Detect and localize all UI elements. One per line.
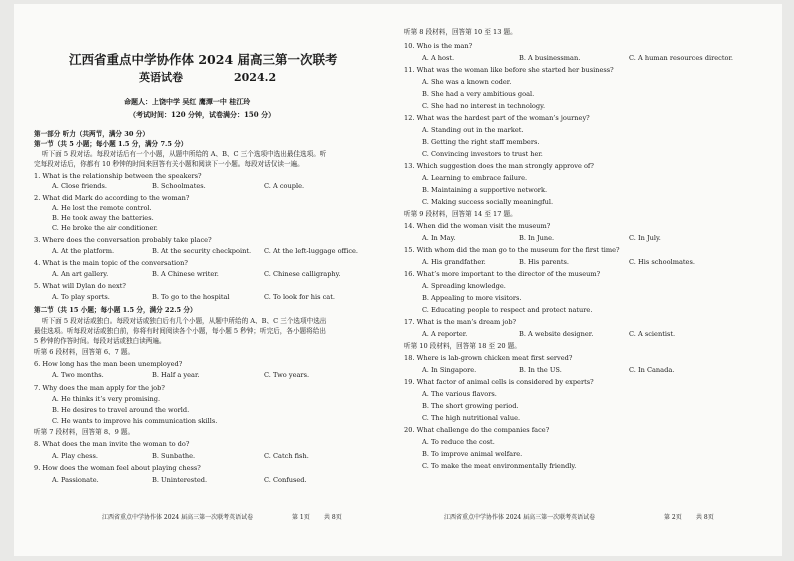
option-a[interactable]: A. Passionate. [52, 476, 99, 484]
option-a[interactable]: A. In May. [422, 234, 456, 242]
option-c[interactable]: C. In Canada. [629, 366, 675, 374]
option-c[interactable]: C. To look for his cat. [264, 293, 335, 301]
option-a[interactable]: A. Standing out in the market. [422, 126, 524, 134]
exam-date: 2024.2 [234, 71, 277, 84]
question-14: 14. When did the woman visit the museum? [404, 222, 551, 230]
exam-title: 江西省重点中学协作体 2024 届高三第一次联考 [69, 52, 338, 67]
option-c[interactable]: C. She had no interest in technology. [422, 102, 546, 110]
option-b[interactable]: B. A Chinese writer. [152, 270, 219, 278]
option-a[interactable]: A. She was a known coder. [422, 78, 512, 86]
passage-lead-9: 听第 9 段材料，回答第 14 至 17 题。 [404, 210, 517, 218]
question-7: 7. Why does the man apply for the job? [34, 384, 165, 392]
option-a[interactable]: A. He lost the remote control. [52, 204, 152, 212]
option-b[interactable]: B. He desires to travel around the world. [52, 406, 190, 414]
option-a[interactable]: A. To play sports. [52, 293, 110, 301]
option-a[interactable]: A. In Singapore. [422, 366, 477, 374]
question-8: 8. What does the man invite the woman to do? [34, 440, 190, 448]
question-13: 13. Which suggestion does the man strongly approve of? [404, 162, 594, 170]
section2-directions: 最佳选项。听每段对话或独白前，你将有时间阅读各个小题，每小题 5 秒钟；听完后，各小题将给出 [34, 327, 326, 335]
question-6: 6. How long has the man been unemployed? [34, 360, 183, 368]
question-18: 18. Where is lab-grown chicken meat first served? [404, 354, 573, 362]
option-b[interactable]: B. In the US. [519, 366, 562, 374]
option-a[interactable]: A. A reporter. [422, 330, 468, 338]
option-c[interactable]: C. Educating people to respect and protect nature. [422, 306, 593, 314]
option-c[interactable]: C. He broke the air conditioner. [52, 224, 158, 232]
question-12: 12. What was the hardest part of the woman’s journey? [404, 114, 590, 122]
question-20: 20. What challenge do the companies face? [404, 426, 550, 434]
option-a[interactable]: A. Play chess. [52, 452, 98, 460]
option-a[interactable]: A. His grandfather. [422, 258, 486, 266]
option-c[interactable]: C. The high nutritional value. [422, 414, 521, 422]
option-c[interactable]: C. Confused. [264, 476, 307, 484]
option-a[interactable]: A. Close friends. [52, 182, 108, 190]
exam-info: （考试时间：120 分钟，试卷满分：150 分） [129, 110, 276, 119]
option-a[interactable]: A. Two months. [52, 371, 104, 379]
section2-heading: 第二节（共 15 小题；每小题 1.5 分，满分 22.5 分） [34, 306, 197, 314]
page-footer: 江西省重点中学协作体 2024 届高三第一次联考英语试卷 [102, 514, 254, 521]
option-c[interactable]: C. Making success socially meaningful. [422, 198, 554, 206]
option-b[interactable]: B. Getting the right staff members. [422, 138, 540, 146]
section1-heading: 第一节（共 5 小题；每小题 1.5 分，满分 7.5 分） [34, 140, 188, 148]
option-a[interactable]: A. An art gallery. [52, 270, 109, 278]
option-c[interactable]: C. Chinese calligraphy. [264, 270, 341, 278]
page-number: 第 1页 [292, 514, 310, 521]
part1-heading: 第一部分 听力（共两节，满分 30 分） [34, 130, 149, 138]
option-b[interactable]: B. In June. [519, 234, 555, 242]
question-3: 3. Where does the conversation probably take place? [34, 236, 212, 244]
option-c[interactable]: C. He wants to improve his communication skills. [52, 417, 218, 425]
option-c[interactable]: C. A human resources director. [629, 54, 733, 62]
page-total: 共 8页 [324, 514, 342, 521]
question-1: 1. What is the relationship between the speakers? [34, 172, 202, 180]
page-number: 第 2页 [664, 514, 682, 521]
passage-lead-10: 听第 10 段材料，回答第 18 至 20 题。 [404, 342, 521, 350]
option-a[interactable]: A. The various flavors. [422, 390, 497, 398]
option-c[interactable]: C. His schoolmates. [629, 258, 695, 266]
option-c[interactable]: C. A scientist. [629, 330, 676, 338]
option-b[interactable]: B. Appealing to more visitors. [422, 294, 522, 302]
option-a[interactable]: A. Learning to embrace failure. [422, 174, 528, 182]
passage-lead-7: 听第 7 段材料，回答第 8、9 题。 [34, 428, 135, 436]
option-b[interactable]: B. To go to the hospital [152, 293, 230, 301]
option-b[interactable]: B. Uninterested. [152, 476, 208, 484]
option-b[interactable]: B. He took away the batteries. [52, 214, 154, 222]
question-15: 15. With whom did the man go to the museum for the first time? [404, 246, 620, 254]
option-c[interactable]: C. A couple. [264, 182, 305, 190]
exam-authors: 命题人：上饶中学 吴红 鹰潭一中 桂江玲 [124, 97, 251, 106]
question-19: 19. What factor of animal cells is considered by experts? [404, 378, 594, 386]
section1-directions: 完每段对话后，你都有 10 秒钟的时间来回答有关小题和阅读下一小题。每段对话仅读一遍。 [34, 160, 304, 168]
option-b[interactable]: B. A website designer. [519, 330, 594, 338]
question-10: 10. Who is the man? [404, 42, 473, 50]
passage-lead-8: 听第 8 段材料，回答第 10 至 13 题。 [404, 28, 517, 36]
option-b[interactable]: B. Schoolmates. [152, 182, 206, 190]
question-17: 17. What is the man’s dream job? [404, 318, 517, 326]
option-a[interactable]: A. To reduce the cost. [422, 438, 495, 446]
question-2: 2. What did Mark do according to the woman? [34, 194, 190, 202]
question-16: 16. What’s more important to the director of the museum? [404, 270, 601, 278]
option-b[interactable]: B. At the security checkpoint. [152, 247, 252, 255]
page-footer: 江西省重点中学协作体 2024 届高三第一次联考英语试卷 [444, 514, 596, 521]
option-b[interactable]: B. Sunbathe. [152, 452, 196, 460]
option-b[interactable]: B. A businessman. [519, 54, 581, 62]
option-a[interactable]: A. A host. [422, 54, 455, 62]
option-b[interactable]: B. Maintaining a supportive network. [422, 186, 548, 194]
section1-directions: 听下面 5 段对话。每段对话后有一个小题，从题中所给的 A、B、C 三个选项中选出最佳选项。听 [42, 150, 327, 158]
option-a[interactable]: A. Spreading knowledge. [422, 282, 506, 290]
option-b[interactable]: B. His parents. [519, 258, 569, 266]
page-total: 共 8页 [696, 514, 714, 521]
option-c[interactable]: C. To make the meat environmentally friendly. [422, 462, 577, 470]
option-c[interactable]: C. Two years. [264, 371, 310, 379]
question-4: 4. What is the main topic of the conversation? [34, 259, 188, 267]
option-a[interactable]: A. He thinks it’s very promising. [52, 395, 161, 403]
option-c[interactable]: C. At the left-luggage office. [264, 247, 359, 255]
option-c[interactable]: C. Convincing investors to trust her. [422, 150, 543, 158]
section2-directions: 听下面 5 段对话或独白。每段对话或独白后有几个小题，从题中所给的 A、B、C 三个选项中选出 [42, 317, 327, 325]
question-5: 5. What will Dylan do next? [34, 282, 126, 290]
option-b[interactable]: B. The short growing period. [422, 402, 519, 410]
option-c[interactable]: C. In July. [629, 234, 661, 242]
option-b[interactable]: B. To improve animal welfare. [422, 450, 523, 458]
option-b[interactable]: B. Half a year. [152, 371, 200, 379]
passage-lead-6: 听第 6 段材料，回答第 6、7 题。 [34, 348, 135, 356]
question-11: 11. What was the woman like before she started her business? [404, 66, 614, 74]
section2-directions: 5 秒钟的作答时间。每段对话或独白读两遍。 [34, 337, 166, 345]
question-9: 9. How does the woman feel about playing chess? [34, 464, 201, 472]
option-b[interactable]: B. She had a very ambitious goal. [422, 90, 535, 98]
option-a[interactable]: A. At the platform. [52, 247, 115, 255]
option-c[interactable]: C. Catch fish. [264, 452, 309, 460]
exam-sheet [14, 4, 782, 556]
exam-subject: 英语试卷 [139, 71, 183, 84]
